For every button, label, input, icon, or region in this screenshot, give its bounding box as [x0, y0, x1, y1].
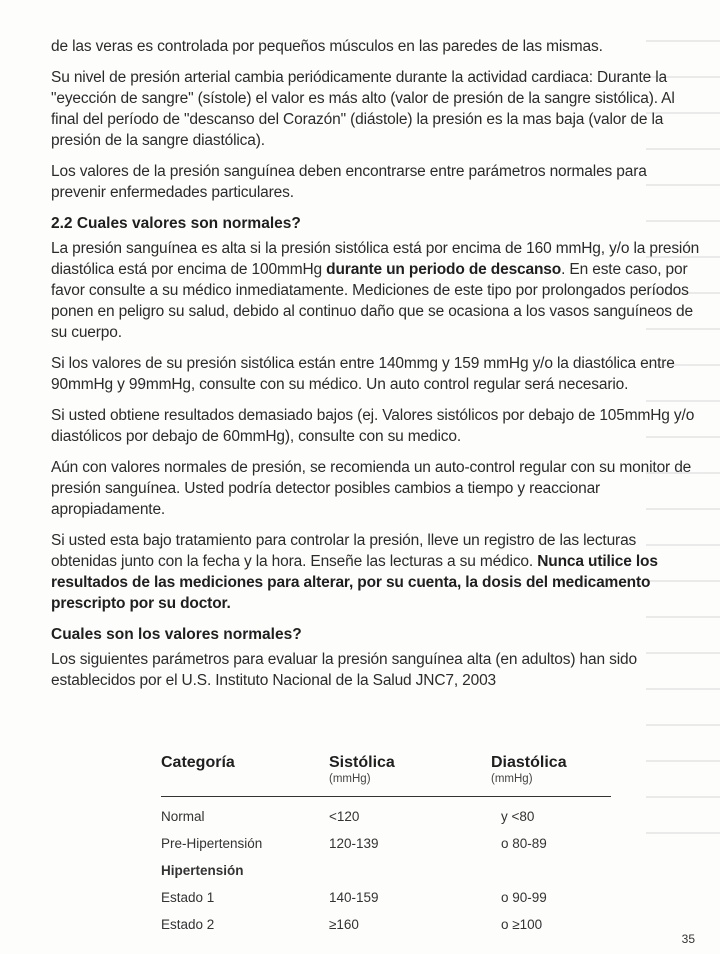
systolic-unit: (mmHg)	[329, 773, 371, 785]
paragraph-self-control: Aún con valores normales de presión, se recomienda un auto-control regular con su monitor de presión sanguínea. Usted podría detector posibles cambios a tiempo y reaccionar apropiadamente.	[51, 459, 692, 518]
systolic-cell: ≥160	[329, 917, 359, 932]
page-number: 35	[681, 932, 695, 946]
rest-period-emphasis: durante un periodo de descanso	[326, 261, 562, 278]
header-diastolic: Diastólica (mmHg)	[491, 754, 611, 797]
header-category: Categoría	[161, 754, 329, 797]
table-row	[161, 797, 611, 831]
medication-warning: Nunca utilice los resultados de las mediciones para alterar, por su cuenta, la dosis del medicamento prescripto por su doctor.	[51, 553, 658, 612]
diastolic-cell: o ≥100	[501, 917, 543, 932]
paragraph-high-pressure	[51, 238, 701, 343]
table-row	[161, 857, 611, 884]
paragraph-treatment	[51, 530, 701, 614]
document-body	[51, 36, 701, 701]
category-cell: Pre-Hipertensión	[161, 836, 263, 851]
systolic-cell: 120-139	[329, 836, 379, 851]
diastolic-cell: o 80-89	[501, 836, 547, 851]
category-cell: Estado 1	[161, 890, 215, 905]
blood-pressure-table	[161, 754, 611, 938]
diastolic-unit: (mmHg)	[491, 773, 533, 785]
subheading-normal-values: Cuales son los valores normales?	[51, 626, 302, 643]
table-row	[161, 884, 611, 911]
diastolic-cell: y <80	[501, 809, 535, 824]
paragraph-borderline: Si los valores de su presión sistólica están entre 140mmg y 159 mmHg y/o la diastólica entre 90mmHg y 99mmHg, consulte con su médico. Un auto control regular será necesario.	[51, 355, 675, 393]
table-row	[161, 830, 611, 857]
treatment-text: Si usted esta bajo tratamiento para controlar la presión, lleve un registro de las lecturas obtenidas junto con la fecha y la hora. Enseñe las lecturas a su médico.	[51, 532, 637, 570]
table-header-row	[161, 754, 611, 797]
paragraph-jnc7: Los siguientes parámetros para evaluar la presión sanguínea alta (en adultos) han sido establecidos por el U.S. Instituto Nacional de la Salud JNC7, 2003	[51, 651, 637, 689]
high-pressure-warning: . En este caso, por favor consulte a su médico inmediatamente. Mediciones de este tipo por prolongados períodos ponen en peligro su salud, debido al continuo daño que se ocasiona a los vasos sanguíneos de su cuerpo.	[51, 261, 693, 341]
paragraph-normal-range: Los valores de la presión sanguínea deben encontrarse entre parámetros normales para prevenir enfermedades particulares.	[51, 163, 647, 201]
table-row	[161, 911, 611, 938]
paragraph-vessels: de las veras es controlada por pequeños músculos en las paredes de las mismas.	[51, 38, 603, 55]
systolic-cell: 140-159	[329, 890, 379, 905]
systolic-cell: <120	[329, 809, 360, 824]
category-cell: Normal	[161, 809, 205, 824]
paragraph-low-pressure: Si usted obtiene resultados demasiado bajos (ej. Valores sistólicos por debajo de 105mmHg y/o diastólicos por debajo de 60mmHg), consulte con su medico.	[51, 407, 695, 445]
category-cell: Estado 2	[161, 917, 215, 932]
section-heading-normal-values: 2.2 Cuales valores son normales?	[51, 215, 301, 232]
paragraph-cardiac-cycle: Su nivel de presión arterial cambia periódicamente durante la actividad cardiaca: Durante la "eyección de sangre" (sístole) el valor es más alto (valor de presión de la sangre sistólica). Al final del período de "descanso del Corazón" (diástole) la presión es la mas baja (valor de la presión de la sangre diastólica).	[51, 69, 675, 149]
hypertension-group-label: Hipertensión	[161, 863, 244, 878]
header-systolic: Sistólica (mmHg)	[329, 754, 491, 797]
diastolic-cell: o 90-99	[501, 890, 547, 905]
high-pressure-text: La presión sanguínea es alta si la presión sistólica está por encima de 160 mmHg, y/o la presión diastólica está por encima de 100mmHg	[51, 240, 700, 278]
